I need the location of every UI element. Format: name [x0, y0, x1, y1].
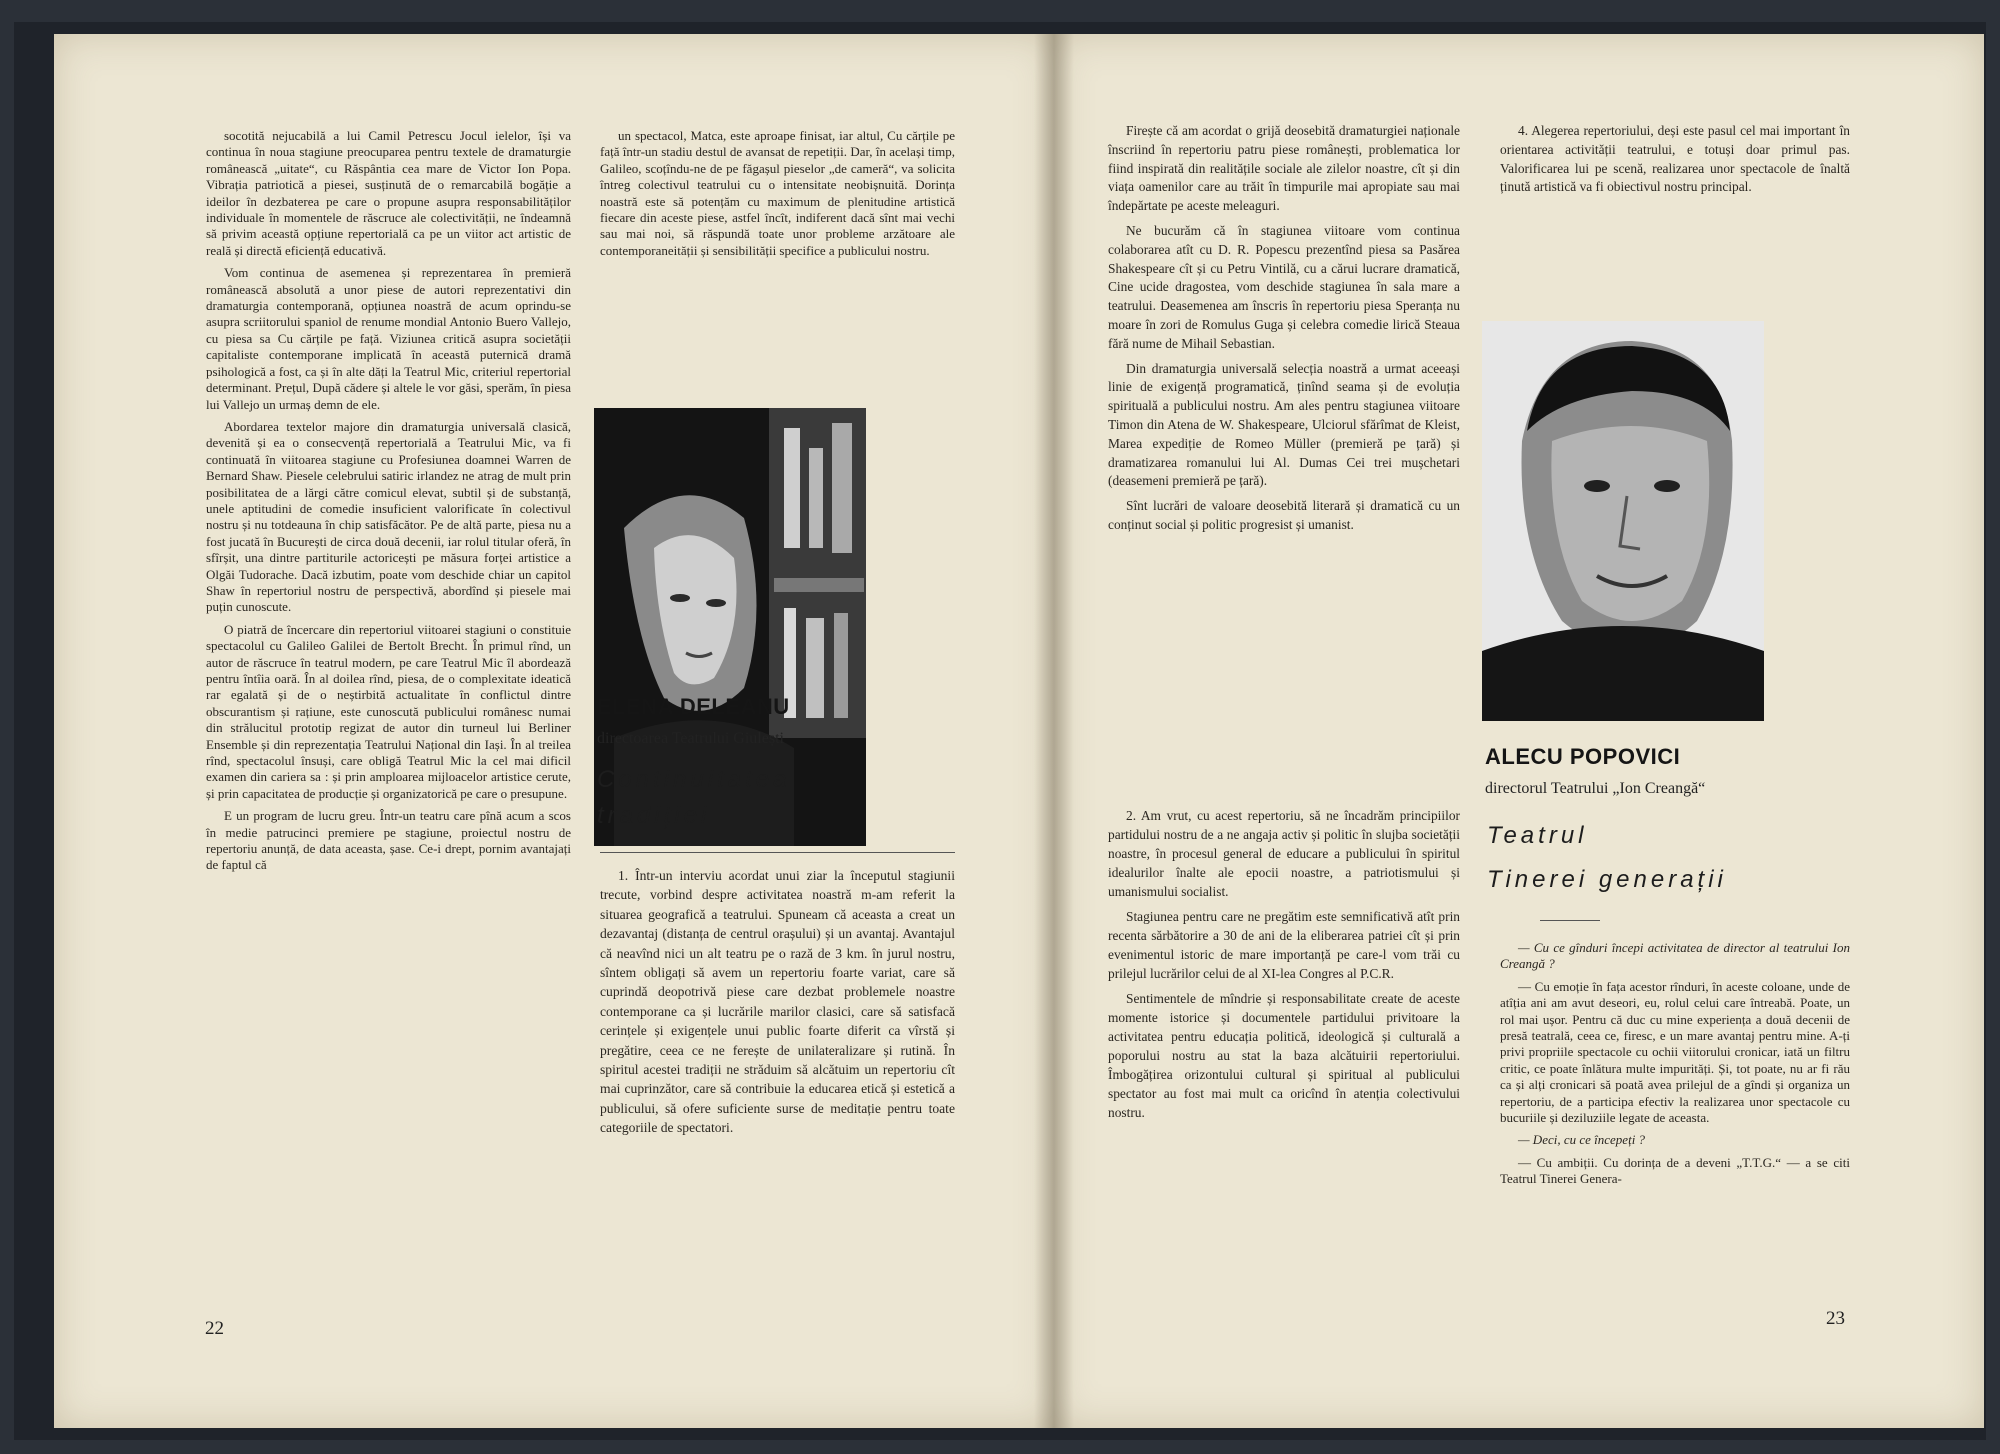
divider [1540, 920, 1600, 921]
paragraph: Ne bucurăm că în stagiunea viitoare vom continua colaborarea atît cu D. R. Popescu prezentînd piesa sa Pasărea Shakespeare cît și cu Petru Vintilă, cu a cărui lucrare dramatică, Cine ucide dragostea, vom deschide stagiunea în sala mare a teatrului. Deasemenea am înscris în repertoriu piesa Speranța nu moare în zori de Romulus Guga și celebra comedie lirică Steaua fără nume de Mihail Sebastian. [1108, 222, 1460, 351]
right-col2-top [1500, 122, 1850, 203]
headline-line: Teatrul [1487, 822, 1588, 849]
divider [600, 852, 955, 853]
paragraph: Vom continua de asemenea și reprezentarea în premieră românească absolută a unor piese de autori reprezentativi din dramaturgia contemporană, opțiunea noastră de acum oprindu-se asupra scriitorului spaniol de renume mondial Antonio Buero Vallejo, cu piesa sa Cu cărțile pe față. Viziunea critică asupra societății capitaliste contemporane implicată în această puternică dramă psihologică a fost, ca și în alte dăți la Teatrul Mic, criteriul repertorial determinant. Prețul, După cădere și altele le vor găsi, sperăm, în piesa lui Vallejo un urmaș demn de ele. [206, 265, 571, 412]
article-headline [597, 762, 897, 834]
paragraph: 2. Am vrut, cu acest repertoriu, să ne încadrăm principiilor partidului nostru de a ne angaja activ și politic în slujba societății noastre, în procesul general de educare a publicului în spiritul idealurilor înalte ale epocii noastre, a patriotismului și umanismului socialist. [1108, 808, 1460, 899]
person-role: directoarea Teatrului Giulești [597, 730, 784, 747]
headline-line: Tinerei generații [1487, 866, 1727, 893]
person-name: ALECU POPOVICI [1485, 744, 1681, 769]
paragraph: Sînt lucrări de valoare deosebită literară și dramatică cu un conținut social și politic progresist și umanist. [1108, 498, 1460, 532]
page-number-left: 22 [205, 1318, 224, 1339]
paragraph: Abordarea textelor majore din dramaturgia universală clasică, devenită și ea o consecvență repertorială a Teatrului Mic, va fi continuată în viitoarea stagiune cu Profesiunea doamnei Warren de Bernard Shaw. Piesele celebrului satiric irlandez ne atrag de mult prin posibilitatea de a lărgi către comicul elevat, subtil și de substanță, unele aptitudini de comedie insuficient valorificate în colectivul nostru și nu totdeauna în chip satisfăcător. Pe de altă parte, piesa nu a fost jucată în București de circa două decenii, iar rolul titular oferă, în sfîrșit, una dintre partiturile actoricești pe măsura forței artistice a Olgăi Tudorache. Dacă izbutim, poate vom deschide chiar un capitol Shaw în repertoriul nostru de perspectivă, abordînd și piesele mai puțin cunoscute. [206, 418, 571, 615]
paragraph: E un program de lucru greu. Într-un teatru care pînă acum a scos în medie patrucinci premiere pe stagiune, proiectul nostru de repertoriu anunță, de data aceasta, șase. Ce-i drept, pornim avantajați de faptul că [206, 808, 571, 873]
paragraph: un spectacol, Matca, este aproape finisat, iar altul, Cu cărțile pe față într-un stadiu destul de avansat de repetiții. Dar, în același timp, Galileo, scoțîndu-ne de pe făgașul pieselor „de cameră“, va solicita întreg colectivul teatrului cu o intensitate neobișnuită. Dorința noastră este să potențăm cu maximum de plenitudine artistică fiecare din aceste piese, astfel încît, indiferent dacă sînt mai vechi sau mai noi, să răspundă toate unor probleme arzătoare ale contemporaneității și sensibilității specifice a publicului nostru. [600, 128, 955, 258]
headline-line: tradiției [597, 802, 711, 829]
paragraph: O piatră de încercare din repertoriul viitoarei stagiuni o constituie spectacolul cu Galileo Galilei de Bertolt Brecht. În primul rînd, un autor de răscruce în teatrul modern, pe care Teatrul Mic îl abordează pentru întîia oară. În al doilea rînd, piesa, de o complexitate ideatică rar egalată și de o neștirbită actualitate în conflictul dintre obscurantism și rațiune, este cunoscută publicului românesc numai din strălucitul prototip regizat de autor din turneul lui Berliner Ensemble și din reprezentația Teatrului Național din Iași. În al treilea rînd, spectacolul însuși, care obligă Teatrul Mic la cel mai dificil examen din cariera sa : și prin amploarea mijloacelor artistice cerute, și prin capacitatea de producție și organizatorică pe care o presupune. [206, 621, 571, 801]
article-headline [1487, 814, 1867, 902]
interview-answer: — Cu emoție în fața acestor rînduri, în aceste coloane, unde de atîția ani am avut deseori, eu, rolul celui care întreabă. Poate, un rol mai ușor. Pentru că duc cu mine experiența a două decenii de presă teatrală, ceea ce, firesc, e un mare avantaj pentru mine. A-ți privi propriile spectacole cu ochii viitorului cronicar, iată un filtru critic, ce poate înlătura multe impurități. Și, tot poate, nu ar fi rău ca și alți cronicari să poată avea prilejul de a gîndi și organiza un repertoriu, de a participa efectiv la realizarea unor spectacole cu bucuriile și deziluziile legate de aceasta. [1500, 978, 1850, 1126]
paragraph: 1. Într-un interviu acordat unui ziar la începutul stagiunii trecute, vorbind despre activitatea noastră m-am referit la situarea geografică a teatrului. Spuneam că aceasta a creat un dezavantaj (distanța de centrul orașului) și un avantaj. Avantajul că neavînd nici un alt teatru pe o rază de 3 km. în jurul nostru, sîntem obligați să avem un repertoriu foarte variat, care să cuprindă deopotrivă piese care dezbat problemele noastre contemporane ca și lucrările marilor clasici, care să satisfacă cerințele și exigențele unui public foarte diferit ca vîrstă și pregătire, ceea ce ne ferește de unilateralizare și rutină. În spiritul acestei tradiții ne străduim să alcătuim un repertoriu cît mai cuprinzător, care să contribuie la educarea etică și estetică a publicului, să ofere suficiente surse de meditație pentru toate categoriile de spectatori. [600, 868, 955, 1136]
headline-line: Continuitatea [597, 766, 791, 793]
person-name: ELENA DELEANU [597, 694, 790, 719]
portrait-photo-alecu-popovici [1482, 321, 1764, 721]
paragraph: socotită nejucabilă a lui Camil Petrescu Jocul ielelor, își va continua în noua stagiune preocuparea pentru textele de dramaturgie românească „uitate“, cu Răspântia cea mare de Victor Ion Popa. Vibrația patriotică a piesei, susținută de o remarcabilă bogăție a ideilor în dezbaterea pe care o propune asupra responsabilităților individuale în momentele de răscruce ale colectivității, ne îndeamnă să privim această opțiune repertorială ca pe un viitor act artistic de reală și directă eficiență educativă. [206, 128, 571, 258]
right-col2-bottom [1500, 940, 1850, 1194]
paragraph: Sentimentele de mîndrie și responsabilitate create de aceste momente istorice și documentele partidului privitoare la activitatea pentru educația politică, ideologică și culturală a poporului nostru au stat la baza alcătuirii repertoriului. Îmbogățirea orizontului cultural și spiritual al publicului spectator au fost mai mult ca oricînd în atenția colectivului nostru. [1108, 991, 1460, 1120]
paragraph: Din dramaturgia universală selecția noastră a urmat aceeași linie de exigență programatică, ținînd seama și de evoluția spirituală a publicului nostru. Am ales pentru stagiunea viitoare Timon din Atena de W. Shakespeare, Ulciorul sfărîmat de Kleist, Marea expediție de Romeo Müller (premieră pe țară) și dramatizarea romanului lui Al. Dumas Cei trei mușchetari (deasemeni premieră pe țară). [1108, 360, 1460, 489]
right-col1-top [1108, 122, 1460, 541]
paragraph: Stagiunea pentru care ne pregătim este semnificativă atît prin recenta sărbătorire a 30 de ani de la eliberarea patriei cît și prin evenimentul istoric de mare importanță pe care-l vom trăi cu prilejul lucrărilor celui de al XI-lea Congres al P.C.R. [1108, 909, 1460, 981]
person-role: directorul Teatrului „Ion Creangă“ [1485, 780, 1706, 797]
page-number-right: 23 [1826, 1308, 1845, 1329]
paragraph: Firește că am acordat o grijă deosebită dramaturgiei naționale înscriind în repertoriu patru piese românești, problematica lor fiind inspirată din realitățile sociale ale zilelor noastre, cît și din viața oamenilor care au trăit în timpurile mai apropiate sau mai îndepărtate pe aceste meleaguri. [1108, 123, 1460, 214]
left-col2-top [600, 128, 955, 265]
book-gutter [1034, 34, 1074, 1428]
right-col1-bottom [1108, 806, 1460, 1128]
interview-answer: — Cu ambiții. Cu dorința de a deveni „T.T.G.“ — a se citi Teatrul Tinerei Genera- [1500, 1154, 1850, 1187]
left-col2-bottom [600, 866, 955, 1144]
left-col1 [206, 128, 571, 880]
interview-question: — Deci, cu ce începeți ? [1518, 1132, 1646, 1148]
paragraph: 4. Alegerea repertoriului, deși este pasul cel mai important în orientarea activității teatrului, e totuși doar primul pas. Valorificarea lui pe scenă, realizarea unor spectacole de înaltă ținută artistică va fi obiectivul nostru principal. [1500, 123, 1850, 195]
interview-question: — Cu ce gînduri începi activitatea de director al teatrului Ion Creangă ? [1500, 940, 1850, 972]
